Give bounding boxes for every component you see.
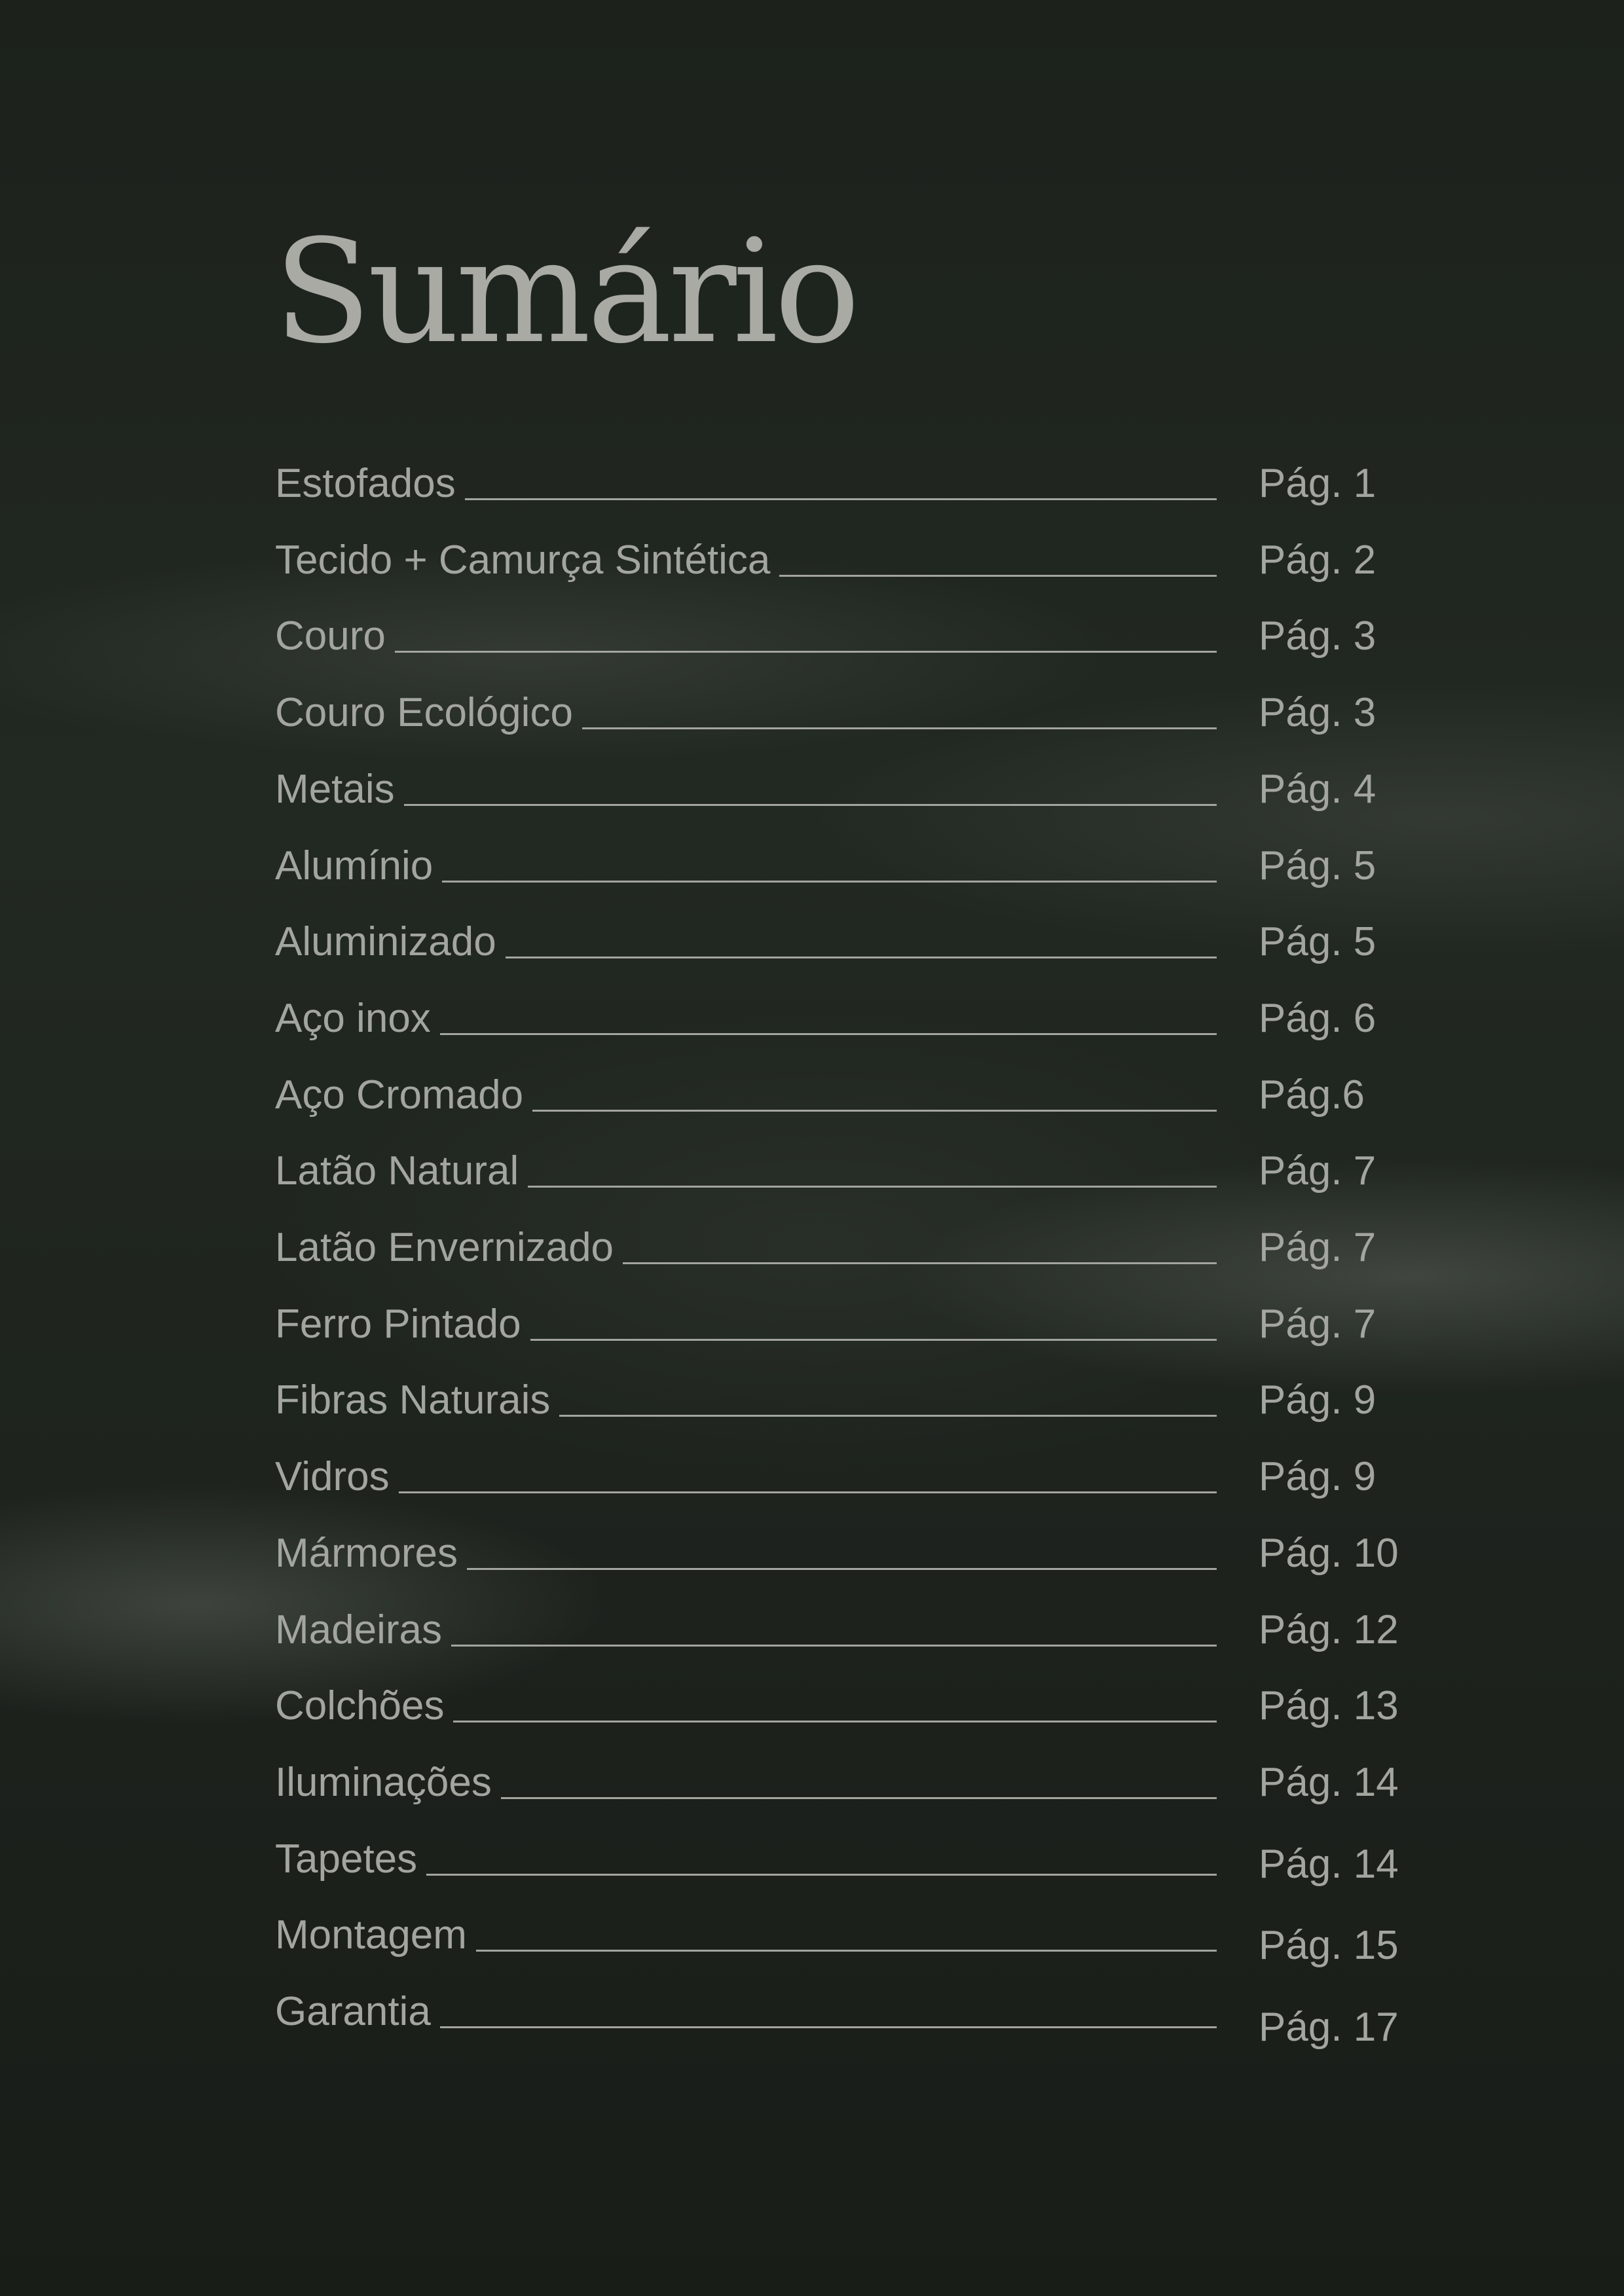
- toc-entry-main: [275, 766, 1217, 814]
- toc-entry-page: Pág. 12: [1259, 1607, 1399, 1652]
- toc-leader-line: [467, 1568, 1217, 1570]
- toc-entry-page: Pág. 9: [1259, 1377, 1376, 1423]
- toc-entry-label: Latão Envernizado: [275, 1225, 614, 1270]
- toc-entry-label: Aluminizado: [275, 919, 496, 965]
- page-title: Sumário: [274, 210, 857, 375]
- toc-entry: [275, 1349, 1401, 1425]
- toc-entry: [275, 1578, 1401, 1654]
- toc-leader-line: [530, 1339, 1217, 1341]
- toc-entry-page: Pág. 14: [1259, 1841, 1399, 1887]
- toc-leader-line: [528, 1186, 1217, 1188]
- toc-entry-main: [275, 1607, 1217, 1654]
- toc-entry-label: Ferro Pintado: [275, 1301, 521, 1347]
- toc-entry-label: Madeiras: [275, 1607, 442, 1652]
- toc-entry-main: [275, 843, 1217, 890]
- toc-entry: [275, 1044, 1401, 1120]
- toc-entry-main: [275, 1377, 1217, 1425]
- toc-entry-main: [275, 1454, 1217, 1501]
- toc-entry-label: Estofados: [275, 461, 456, 506]
- toc-entry: [275, 1654, 1401, 1730]
- toc-entry: [275, 1273, 1401, 1349]
- toc-entry-page: Pág. 3: [1259, 690, 1376, 736]
- toc-entry: [275, 814, 1401, 890]
- toc-entry: [275, 661, 1401, 737]
- toc-entry-page: Pág. 7: [1259, 1225, 1376, 1270]
- toc-entry-main: [275, 1683, 1217, 1730]
- toc-entry-main: [275, 1912, 1217, 1959]
- toc-leader-line: [623, 1262, 1217, 1264]
- toc-entry-page: Pág. 14: [1259, 1759, 1399, 1805]
- toc-entry: [275, 585, 1401, 661]
- toc-entry-label: Couro: [275, 613, 386, 659]
- toc-leader-line: [440, 1033, 1217, 1035]
- toc-entry: [275, 432, 1401, 508]
- toc-entry: [275, 1425, 1401, 1501]
- toc-entry: [275, 1731, 1401, 1807]
- toc-entry-page: Pág. 5: [1259, 919, 1376, 965]
- toc-entry-page: Pág. 6: [1259, 995, 1376, 1041]
- toc-entry-main: [275, 1989, 1217, 2036]
- toc-entry-label: Tecido + Camurça Sintética: [275, 537, 771, 583]
- toc-entry-main: [275, 1148, 1217, 1195]
- toc-entry-label: Colchões: [275, 1683, 445, 1729]
- toc-entry-label: Alumínio: [275, 843, 434, 888]
- toc-entry: [275, 1120, 1401, 1195]
- toc-entry-page: Pág. 1: [1259, 461, 1376, 506]
- toc-leader-line: [426, 1874, 1217, 1876]
- toc-leader-line: [532, 1110, 1217, 1112]
- toc-entry-page: Pág. 2: [1259, 537, 1376, 583]
- toc-leader-line: [399, 1491, 1217, 1493]
- toc-entry-main: [275, 690, 1217, 737]
- toc-entry: [275, 509, 1401, 585]
- toc-leader-line: [506, 957, 1217, 958]
- toc-entry-label: Montagem: [275, 1912, 467, 1958]
- toc-entry-page: Pág. 9: [1259, 1454, 1376, 1500]
- toc-entry-page: Pág. 10: [1259, 1530, 1399, 1576]
- toc-entry: [275, 1808, 1401, 1887]
- toc-leader-line: [442, 881, 1217, 883]
- toc-leader-line: [582, 727, 1217, 729]
- toc-entry-main: [275, 1301, 1217, 1349]
- toc-leader-line: [559, 1415, 1217, 1417]
- toc-entry: [275, 1502, 1401, 1578]
- toc-entry-label: Metais: [275, 766, 395, 812]
- toc-leader-line: [395, 651, 1217, 653]
- toc-entry-page: Pág.6: [1259, 1072, 1365, 1118]
- toc-entry-page: Pág. 13: [1259, 1683, 1399, 1729]
- toc-entry: [275, 738, 1401, 814]
- toc-entry-page: Pág. 7: [1259, 1301, 1376, 1347]
- toc-leader-line: [453, 1721, 1217, 1722]
- toc-entry-main: [275, 461, 1217, 508]
- toc-leader-line: [440, 2026, 1217, 2028]
- toc-leader-line: [451, 1645, 1217, 1647]
- toc-entry-label: Tapetes: [275, 1836, 418, 1882]
- toc-entry-main: [275, 1530, 1217, 1578]
- toc-entry-page: Pág. 5: [1259, 843, 1376, 888]
- toc-entry-label: Couro Ecológico: [275, 690, 573, 736]
- toc-entry-page: Pág. 3: [1259, 613, 1376, 659]
- toc-entry-main: [275, 613, 1217, 661]
- toc-entry: [275, 967, 1401, 1043]
- toc-entry-main: [275, 919, 1217, 966]
- toc-entry-main: [275, 1072, 1217, 1120]
- toc-entry-page: Pág. 4: [1259, 766, 1376, 812]
- toc-leader-line: [465, 498, 1217, 500]
- toc-entry: [275, 890, 1401, 966]
- toc-leader-line: [779, 575, 1217, 577]
- toc-entry-main: [275, 1759, 1217, 1807]
- toc-entry-main: [275, 537, 1217, 585]
- toc-leader-line: [501, 1797, 1217, 1799]
- toc-entry-page: Pág. 15: [1259, 1923, 1399, 1969]
- toc-entry-main: [275, 1836, 1217, 1884]
- toc-entry-main: [275, 1225, 1217, 1272]
- toc-entry-label: Fibras Naturais: [275, 1377, 551, 1423]
- toc-entry-label: Latão Natural: [275, 1148, 519, 1194]
- toc-entry: [275, 1884, 1401, 1969]
- toc-entry-label: Vidros: [275, 1454, 390, 1500]
- toc-entry: [275, 1196, 1401, 1272]
- toc-leader-line: [476, 1950, 1217, 1952]
- toc-entry-label: Iluminações: [275, 1759, 492, 1805]
- toc-entry-label: Garantia: [275, 1989, 431, 2034]
- toc-entry-page: Pág. 7: [1259, 1148, 1376, 1194]
- toc-leader-line: [404, 804, 1217, 806]
- toc-entry-label: Aço Cromado: [275, 1072, 524, 1118]
- toc-entry-main: [275, 995, 1217, 1043]
- toc-entry-label: Mármores: [275, 1530, 458, 1576]
- toc-entry: [275, 1960, 1401, 2050]
- toc-entry-page: Pág. 17: [1259, 2005, 1399, 2050]
- toc-entry-label: Aço inox: [275, 995, 431, 1041]
